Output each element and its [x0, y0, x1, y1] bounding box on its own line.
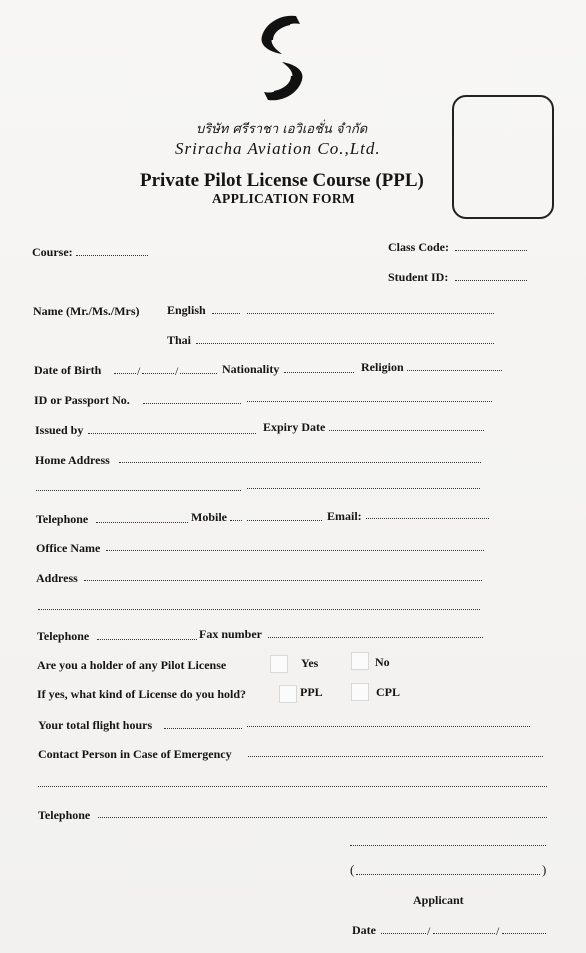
issued-by-line[interactable]	[88, 433, 256, 434]
dob-year-line[interactable]	[180, 373, 217, 374]
thai-line[interactable]	[196, 343, 494, 344]
dob-month-line[interactable]	[142, 373, 174, 374]
course-label: Course:	[32, 245, 73, 259]
student-id-line[interactable]	[455, 280, 527, 281]
office-name-label: Office Name	[36, 541, 101, 555]
student-id-label: Student ID:	[388, 270, 449, 284]
nationality-line[interactable]	[284, 372, 354, 373]
name-label: Name (Mr./Ms./Mrs)	[33, 304, 140, 318]
date-slash-2: /	[496, 924, 500, 938]
cpl-label: CPL	[376, 685, 400, 699]
date-month-line[interactable]	[433, 933, 495, 934]
office-telephone-label: Telephone	[37, 629, 90, 643]
telephone-label: Telephone	[36, 512, 89, 526]
fax-line[interactable]	[268, 637, 483, 638]
form-title: Private Pilot License Course (PPL)	[140, 170, 424, 191]
pilot-license-question: Are you a holder of any Pilot License	[37, 658, 227, 672]
flight-hours-line-2[interactable]	[247, 726, 530, 727]
company-logo-icon	[252, 12, 312, 104]
company-thai-name: บริษัท ศรีราชา เอวิเอชั่น จำกัด	[196, 122, 368, 137]
id-passport-label: ID or Passport No.	[34, 393, 130, 407]
form-subtitle: APPLICATION FORM	[212, 191, 355, 206]
expiry-date-label: Expiry Date	[263, 420, 326, 434]
printed-name-line[interactable]	[356, 874, 540, 875]
applicant-label: Applicant	[413, 893, 464, 907]
issued-by-label: Issued by	[35, 423, 84, 437]
date-label: Date	[352, 923, 376, 937]
expiry-date-line[interactable]	[329, 430, 484, 431]
id-line-1[interactable]	[143, 403, 241, 404]
signature-open-paren: (	[350, 862, 355, 877]
nationality-label: Nationality	[222, 362, 280, 376]
mobile-line-short[interactable]	[230, 520, 242, 521]
course-line[interactable]	[76, 255, 148, 256]
photo-box	[452, 95, 554, 219]
thai-label: Thai	[167, 333, 192, 347]
telephone-line[interactable]	[96, 522, 188, 523]
emergency-contact-label: Contact Person in Case of Emergency	[38, 747, 232, 761]
home-address-line-2b[interactable]	[247, 488, 480, 489]
address-line-1[interactable]	[84, 580, 482, 581]
home-address-label: Home Address	[35, 453, 110, 467]
emergency-contact-line-2[interactable]	[38, 786, 547, 787]
no-checkbox[interactable]	[351, 652, 369, 670]
signature-close-paren: )	[542, 862, 547, 877]
office-name-line[interactable]	[106, 550, 484, 551]
ppl-label: PPL	[300, 685, 323, 699]
email-line[interactable]	[366, 518, 489, 519]
english-label: English	[167, 303, 206, 317]
signature-line[interactable]	[350, 845, 546, 846]
flight-hours-label: Your total flight hours	[38, 718, 153, 732]
fax-label: Fax number	[199, 627, 262, 641]
date-slash-1: /	[427, 924, 431, 938]
yes-checkbox[interactable]	[270, 655, 288, 673]
dob-label: Date of Birth	[34, 363, 102, 377]
dob-slash-1: /	[137, 364, 141, 378]
no-label: No	[375, 655, 390, 669]
religion-line[interactable]	[407, 370, 502, 371]
religion-label: Religion	[361, 360, 404, 374]
class-code-line[interactable]	[455, 250, 527, 251]
address-line-2[interactable]	[38, 609, 480, 610]
id-line-2[interactable]	[247, 401, 492, 402]
english-line[interactable]	[247, 313, 494, 314]
emergency-telephone-label: Telephone	[38, 808, 91, 822]
cpl-checkbox[interactable]	[351, 683, 369, 701]
date-year-line[interactable]	[502, 933, 546, 934]
emergency-telephone-line[interactable]	[98, 817, 547, 818]
address-label: Address	[36, 571, 78, 585]
emergency-contact-line[interactable]	[248, 756, 543, 757]
home-address-line-2a[interactable]	[36, 490, 241, 491]
office-telephone-line[interactable]	[97, 639, 197, 640]
email-label: Email:	[327, 509, 362, 523]
home-address-line-1[interactable]	[119, 462, 481, 463]
yes-label: Yes	[301, 656, 319, 670]
english-line-short[interactable]	[212, 313, 240, 314]
mobile-label: Mobile	[191, 510, 227, 524]
mobile-line[interactable]	[247, 520, 322, 521]
license-kind-question: If yes, what kind of License do you hold?	[37, 687, 247, 701]
date-day-line[interactable]	[381, 933, 426, 934]
ppl-checkbox[interactable]	[279, 685, 297, 703]
company-english-name: Sriracha Aviation Co.,Ltd.	[175, 139, 381, 158]
class-code-label: Class Code:	[388, 240, 450, 254]
dob-day-line[interactable]	[114, 373, 136, 374]
dob-slash-2: /	[175, 364, 179, 378]
flight-hours-line-1[interactable]	[164, 728, 242, 729]
